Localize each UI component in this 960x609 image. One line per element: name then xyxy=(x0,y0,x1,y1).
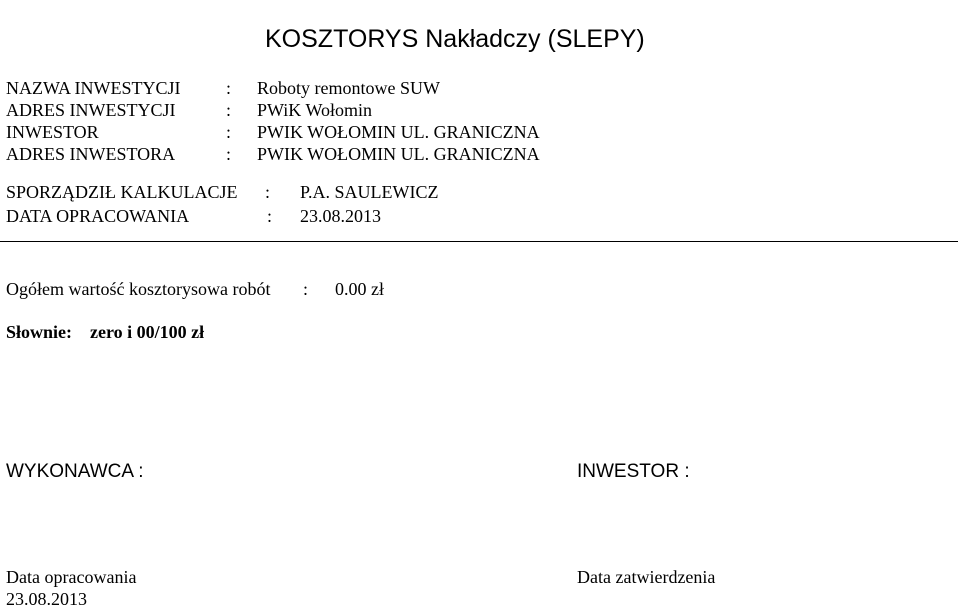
contractor-label: WYKONAWCA : xyxy=(6,461,144,482)
investor-address-label: ADRES INWESTORA xyxy=(6,144,176,164)
prep-date-sep: : xyxy=(267,206,273,226)
page-title: KOSZTORYS Nakładczy (SLEPY) xyxy=(265,25,645,53)
investment-address-sep: : xyxy=(226,100,232,120)
total-value-label: Ogółem wartość kosztorysowa robót xyxy=(6,279,271,299)
investor-value: PWIK WOŁOMIN UL. GRANICZNA xyxy=(257,122,540,142)
investor-signature-label: INWESTOR : xyxy=(577,461,690,482)
investor-address-sep: : xyxy=(226,144,232,164)
approval-date-label: Data zatwierdzenia xyxy=(577,567,716,587)
prepared-by-label: SPORZĄDZIŁ KALKULACJE xyxy=(6,182,238,202)
prep-date-footer-label: Data opracowania xyxy=(6,567,137,587)
total-value-sep: : xyxy=(303,279,309,299)
investment-name-sep: : xyxy=(226,78,232,98)
prep-date-value: 23.08.2013 xyxy=(300,206,381,226)
investor-sep: : xyxy=(226,122,232,142)
investment-name-value: Roboty remontowe SUW xyxy=(257,78,440,98)
in-words-value: zero i 00/100 zł xyxy=(90,322,205,342)
investor-label: INWESTOR xyxy=(6,122,99,142)
prepared-by-value: P.A. SAULEWICZ xyxy=(300,182,439,202)
investment-address-value: PWiK Wołomin xyxy=(257,100,373,120)
investment-address-label: ADRES INWESTYCJI xyxy=(6,100,176,120)
prep-date-label: DATA OPRACOWANIA xyxy=(6,206,190,226)
total-value-amount: 0.00 zł xyxy=(335,279,384,299)
in-words-label: Słownie: xyxy=(6,322,73,342)
horizontal-divider xyxy=(0,241,958,242)
investor-address-value: PWIK WOŁOMIN UL. GRANICZNA xyxy=(257,144,540,164)
prep-date-footer-value: 23.08.2013 xyxy=(6,589,87,609)
prepared-by-sep: : xyxy=(265,182,271,202)
investment-name-label: NAZWA INWESTYCJI xyxy=(6,78,181,98)
